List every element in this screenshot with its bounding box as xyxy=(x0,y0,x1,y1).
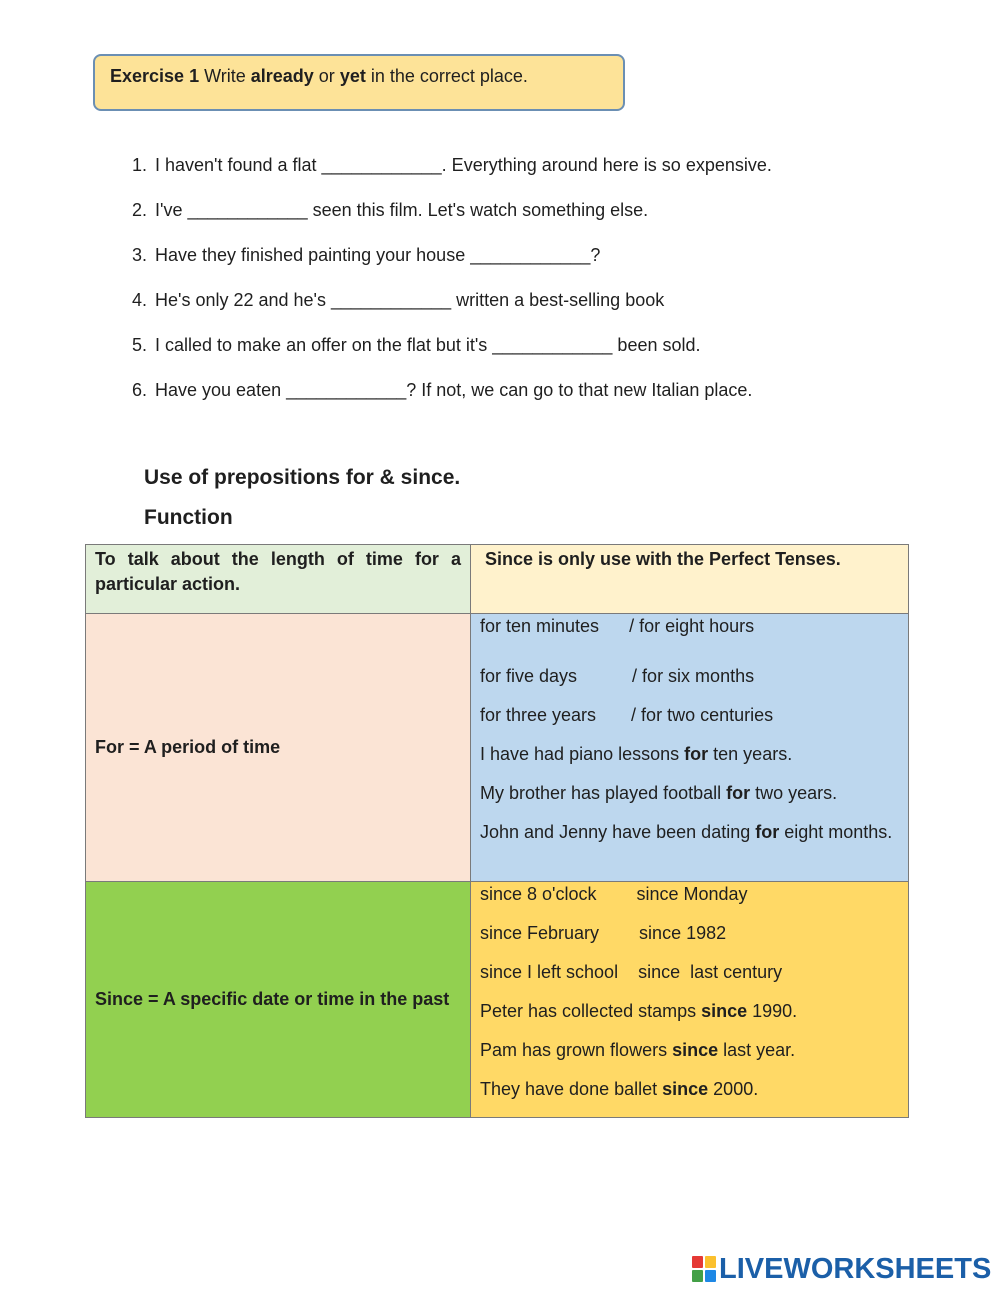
question-item: 2. I've ____________ seen this film. Let's watch something else. xyxy=(132,200,772,245)
example-sentence: Pam has grown flowers since last year. xyxy=(480,1040,796,1060)
question-item: 6. Have you eaten ____________? If not, we can go to that new Italian place. xyxy=(132,380,772,425)
for-label-cell: For = A period of time xyxy=(86,614,471,882)
liveworksheets-logo[interactable] xyxy=(692,1254,991,1284)
example-sentence: My brother has played football for two years. xyxy=(480,783,838,803)
question-text: Have you eaten ____________? If not, we can go to that new Italian place. xyxy=(155,380,753,400)
example-line: for five days / for six months xyxy=(480,666,755,686)
since-examples-cell xyxy=(471,882,909,1118)
exercise-text: Write xyxy=(199,66,251,86)
example-sentence: Peter has collected stamps since 1990. xyxy=(480,1001,798,1021)
for-examples-cell xyxy=(471,614,909,882)
question-item: 1. I haven't found a flat ____________. Everything around here is so expensive. xyxy=(132,155,772,200)
example-line: for ten minutes / for eight hours xyxy=(480,616,755,636)
question-text: Have they finished painting your house ____________? xyxy=(155,245,601,265)
exercise-instruction-box: Exercise 1 Write already or yet in the correct place. xyxy=(93,54,625,111)
logo-square xyxy=(692,1270,703,1282)
logo-square xyxy=(705,1270,716,1282)
exercise-word-yet: yet xyxy=(339,66,366,86)
table-row xyxy=(86,882,909,1118)
function-description-cell: To talk about the length of time for a particular action. xyxy=(86,545,471,614)
section-heading-prepositions: Use of prepositions for & since. xyxy=(144,466,461,489)
example-line: since February since 1982 xyxy=(480,923,727,943)
grammar-table xyxy=(85,544,909,1118)
logo-square xyxy=(705,1256,716,1268)
question-item: 4. He's only 22 and he's ____________ written a best-selling book xyxy=(132,290,772,335)
since-label-cell: Since = A specific date or time in the past xyxy=(86,882,471,1118)
example-sentence: I have had piano lessons for ten years. xyxy=(480,744,793,764)
question-item: 3. Have they finished painting your house ____________? xyxy=(132,245,772,290)
logo-square xyxy=(692,1256,703,1268)
logo-text: LIVEWORKSHEETS xyxy=(719,1252,992,1285)
question-item: 5. I called to make an offer on the flat but it's ____________ been sold. xyxy=(132,335,772,380)
section-heading-function: Function xyxy=(144,506,233,529)
since-note-cell: Since is only use with the Perfect Tenses. xyxy=(471,545,909,614)
question-list xyxy=(132,155,772,425)
question-text: I called to make an offer on the flat but it's ____________ been sold. xyxy=(155,335,701,355)
table-row xyxy=(86,614,909,882)
question-text: I haven't found a flat ____________. Everything around here is so expensive. xyxy=(155,155,772,175)
example-line: since 8 o'clock since Monday xyxy=(480,884,748,904)
example-line: for three years / for two centuries xyxy=(480,705,774,725)
exercise-word-already: already xyxy=(250,66,314,86)
example-line: since I left school since last century xyxy=(480,962,783,982)
logo-squares-icon xyxy=(692,1256,716,1282)
table-row xyxy=(86,545,909,614)
question-text: I've ____________ seen this film. Let's watch something else. xyxy=(155,200,649,220)
example-sentence: John and Jenny have been dating for eight months. xyxy=(480,822,893,842)
example-sentence: They have done ballet since 2000. xyxy=(480,1079,759,1099)
exercise-label: Exercise 1 xyxy=(110,66,200,86)
question-text: He's only 22 and he's ____________ written a best-selling book xyxy=(155,290,665,310)
